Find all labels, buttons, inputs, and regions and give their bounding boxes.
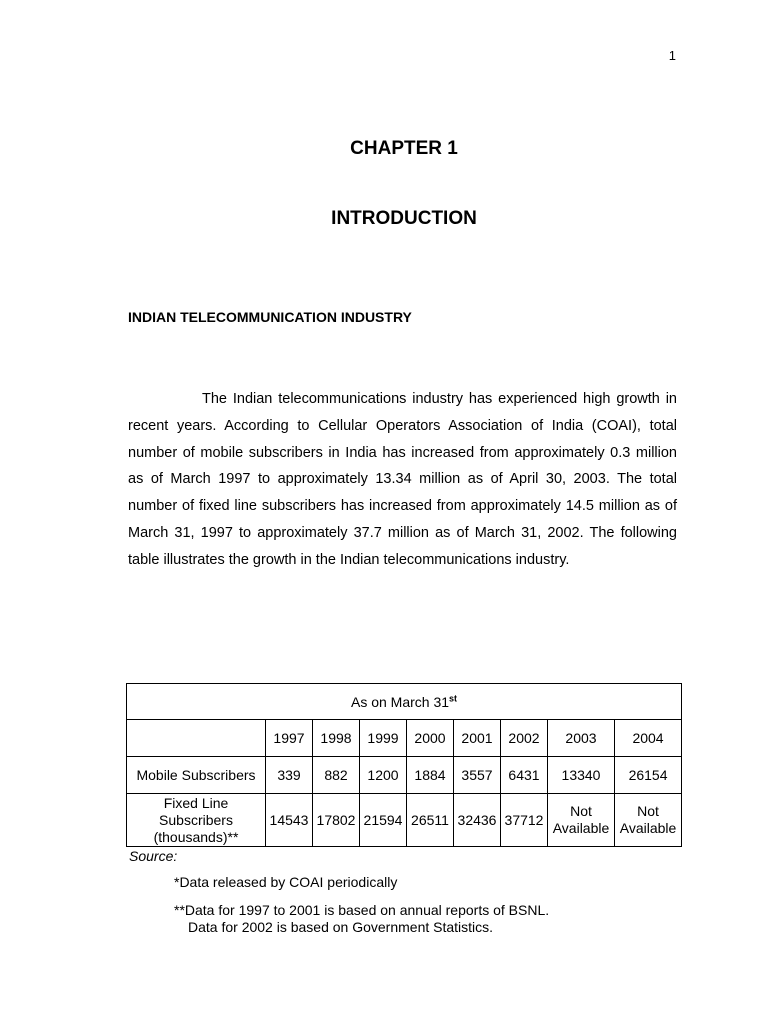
note-bsnl-line2: Data for 2002 is based on Government Statistics. — [188, 919, 494, 935]
chapter-title: CHAPTER 1 — [350, 138, 458, 159]
table-header — [127, 684, 682, 720]
chapter-subtitle: INTRODUCTION — [331, 208, 477, 229]
fixed-cell: Not Available — [548, 794, 615, 847]
body-paragraph: The Indian telecommunications industry has experienced high growth in recent years. According to Cellular Operators Association of India (COAI), total number of mobile subscribers in India has increased from approximately 0.3 million as of March 1997 to approximately 13.34 million as of April 30, 2003. The total number of fixed line subscribers has increased from approximately 14.5 million as of March 31, 1997 to approximately 37.7 million as of March 31, 2002. The following table illustrates the growth in the Indian telecommunications industry. — [128, 391, 677, 568]
mobile-cell: 13340 — [548, 757, 615, 794]
source-label: Source: — [129, 848, 178, 864]
year-cell: 2001 — [454, 720, 501, 757]
table-header-text: As on March 31 — [350, 693, 450, 710]
fixed-cell: 17802 — [313, 794, 360, 847]
mobile-cell: 1884 — [407, 757, 454, 794]
fixed-cell: 26511 — [407, 794, 454, 847]
mobile-cell: 882 — [313, 757, 360, 794]
year-cell: 2003 — [548, 720, 615, 757]
mobile-cell: 1200 — [360, 757, 407, 794]
mobile-cell: 6431 — [501, 757, 548, 794]
note-coai: *Data released by COAI periodically — [174, 874, 398, 890]
fixed-cell: 21594 — [360, 794, 407, 847]
row-label-mobile: Mobile Subscribers — [127, 757, 266, 794]
page-number: 1 — [668, 48, 676, 63]
year-cell: 1998 — [313, 720, 360, 757]
year-cell: 2004 — [615, 720, 682, 757]
year-cell: 2000 — [407, 720, 454, 757]
subscriber-table — [126, 683, 682, 847]
fixed-cell: 37712 — [501, 794, 548, 847]
note-bsnl — [174, 902, 549, 936]
year-cell: 1997 — [266, 720, 313, 757]
section-heading: INDIAN TELECOMMUNICATION INDUSTRY — [128, 309, 412, 325]
mobile-cell: 3557 — [454, 757, 501, 794]
fixed-cell: 32436 — [454, 794, 501, 847]
fixed-cell: 14543 — [266, 794, 313, 847]
year-cell: 1999 — [360, 720, 407, 757]
empty-cell — [127, 720, 266, 757]
mobile-cell: 339 — [266, 757, 313, 794]
year-cell: 2002 — [501, 720, 548, 757]
table-header-sup: st — [449, 692, 458, 703]
fixed-cell: Not Available — [615, 794, 682, 847]
row-label-fixed: Fixed Line Subscribers (thousands)** — [127, 794, 266, 847]
note-bsnl-line1: **Data for 1997 to 2001 is based on annual reports of BSNL. — [174, 902, 550, 918]
mobile-cell: 26154 — [615, 757, 682, 794]
